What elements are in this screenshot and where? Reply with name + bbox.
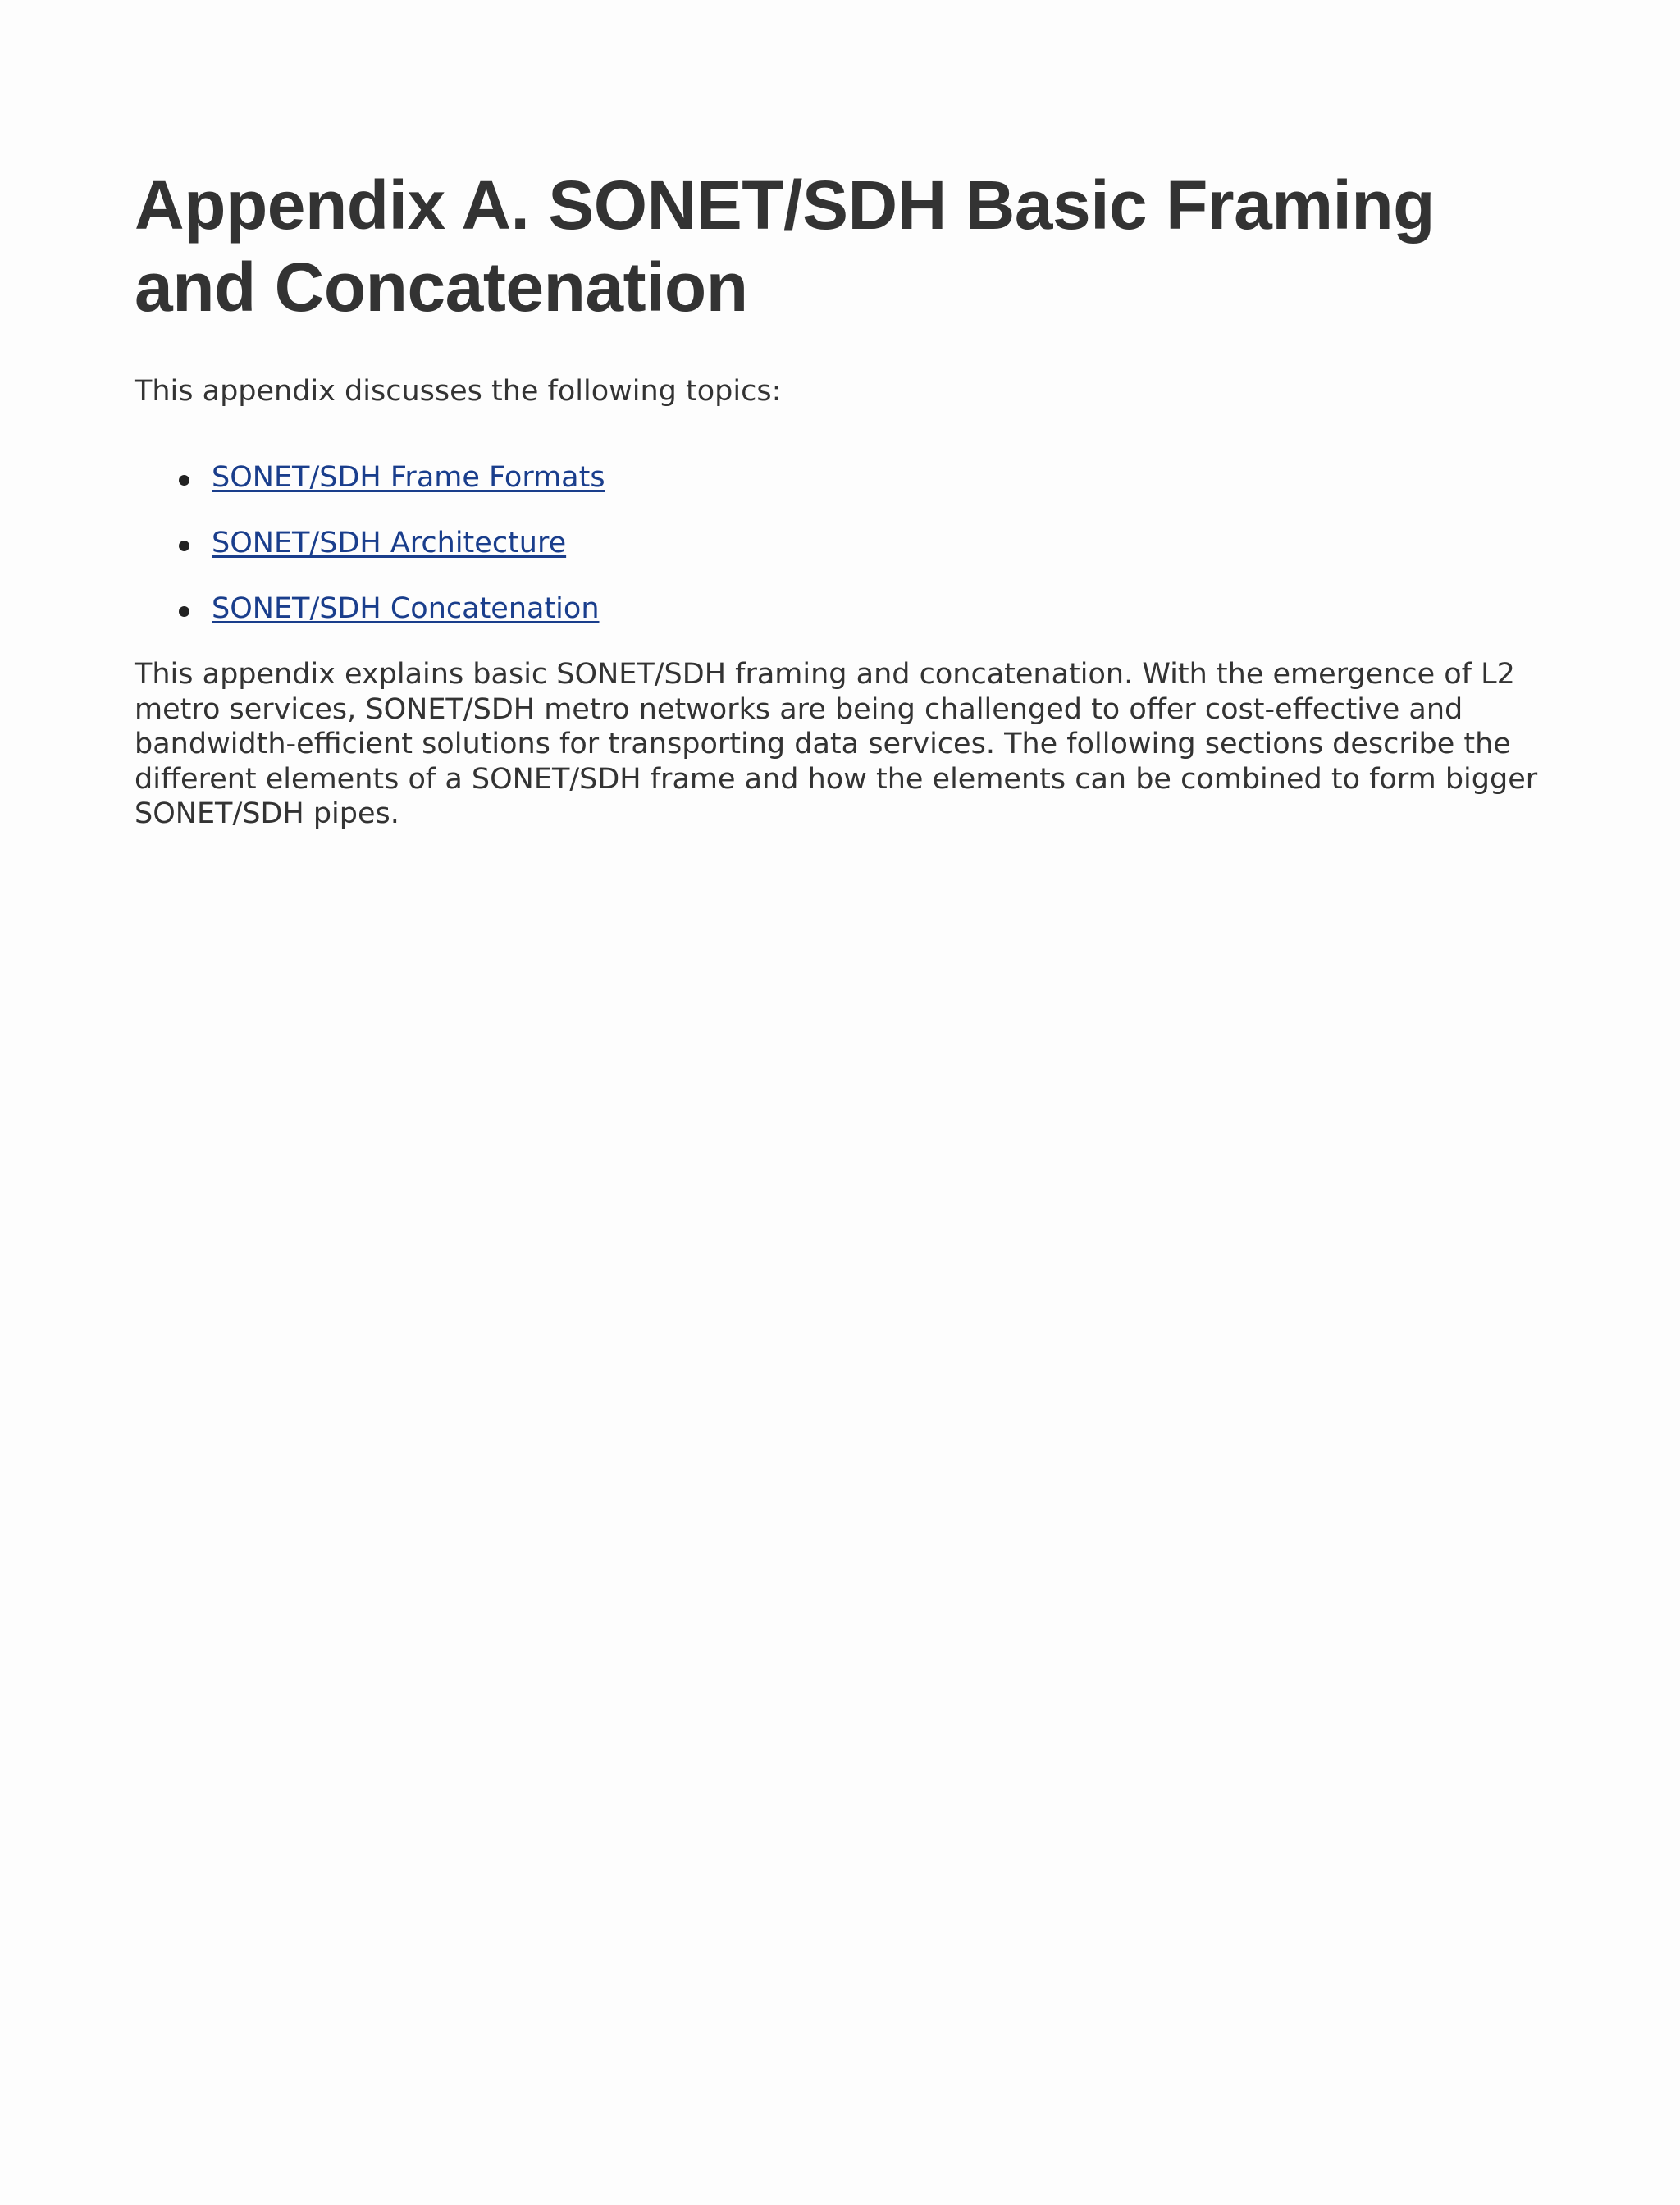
page-title: Appendix A. SONET/SDH Basic Framing and Concatenation <box>135 167 1435 326</box>
link-frame-formats[interactable]: SONET/SDH Frame Formats <box>212 461 605 494</box>
topic-item-concatenation <box>135 591 1554 627</box>
link-concatenation[interactable]: SONET/SDH Concatenation <box>212 592 600 625</box>
bullet-icon <box>179 606 189 617</box>
topic-list <box>135 460 1554 627</box>
topic-item-architecture <box>135 526 1554 561</box>
intro-text: This appendix discusses the following topics: <box>135 375 782 408</box>
document-page <box>135 164 1554 832</box>
body-paragraph: This appendix explains basic SONET/SDH framing and concatenation. With the emergence of L2 metro services, SONET/SDH metro networks are being challenged to offer cost-effective and bandwidth-efficient solutions for transporting data services. The following sections describe the different elements of a SONET/SDH frame and how the elements can be combined to form bigger SONET/SDH pipes. <box>135 658 1538 830</box>
link-architecture[interactable]: SONET/SDH Architecture <box>212 527 567 559</box>
bullet-icon <box>179 475 189 486</box>
topic-item-frame-formats <box>135 460 1554 495</box>
bullet-icon <box>179 541 189 551</box>
